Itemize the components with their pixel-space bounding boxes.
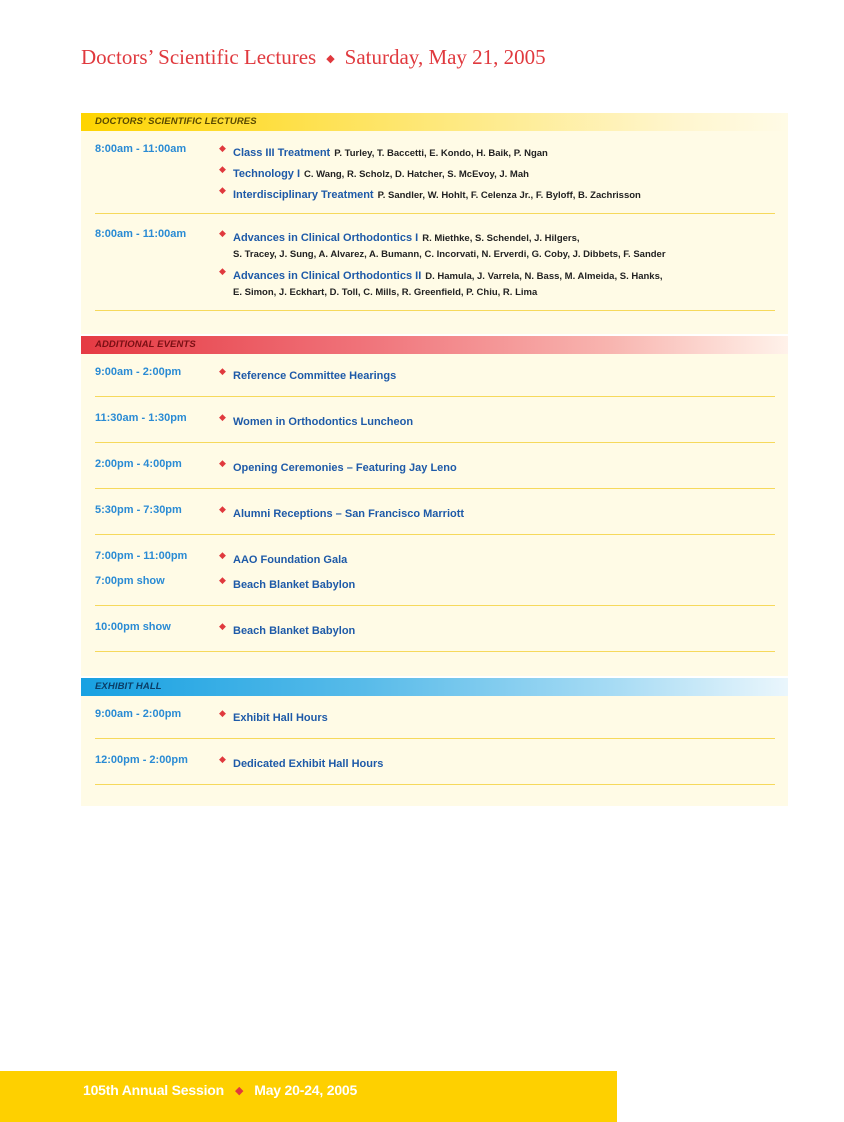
schedule-row — [95, 606, 775, 652]
event-item — [219, 708, 775, 726]
footer-bar — [0, 1071, 617, 1122]
diamond-icon: ◆ — [219, 458, 226, 468]
event-title: Reference Committee Hearings — [233, 370, 397, 382]
lecture-title: Class III Treatment — [233, 147, 331, 159]
schedule-row — [95, 214, 775, 311]
schedule-row — [95, 131, 775, 214]
diamond-icon: ◆ — [219, 228, 226, 238]
lecture-item — [219, 228, 775, 260]
time-label: 7:00pm - 11:00pm — [95, 550, 188, 562]
lecture-title: Technology I — [233, 168, 301, 180]
diamond-icon: ◆ — [219, 366, 226, 376]
lecture-presenters-continued: E. Simon, J. Eckhart, D. Toll, C. Mills, R. Greenfield, P. Chiu, R. Lima — [233, 287, 538, 298]
footer-text — [83, 1082, 357, 1098]
diamond-icon: ◆ — [219, 266, 226, 276]
event-title: Opening Ceremonies – Featuring Jay Leno — [233, 462, 457, 474]
event-item — [219, 550, 775, 568]
page-title-text: Doctors’ Scientific Lectures — [81, 45, 317, 69]
time-label: 9:00am - 2:00pm — [95, 366, 182, 378]
event-title: Beach Blanket Babylon — [233, 579, 356, 591]
schedule-row — [95, 739, 775, 785]
event-item — [219, 412, 775, 430]
diamond-icon: ◆ — [219, 143, 226, 153]
diamond-icon: ◆ — [326, 53, 335, 65]
page-title — [81, 45, 546, 70]
time-label: 9:00am - 2:00pm — [95, 708, 182, 720]
diamond-icon: ◆ — [219, 185, 226, 195]
schedule-row — [95, 354, 775, 397]
footer-dates: May 20-24, 2005 — [254, 1082, 358, 1098]
page-date: Saturday, May 21, 2005 — [344, 45, 546, 69]
event-item — [219, 366, 775, 384]
lecture-presenters: P. Turley, T. Baccetti, E. Kondo, H. Baik, P. Ngan — [334, 148, 548, 159]
lecture-title: Advances in Clinical Orthodontics II — [233, 270, 422, 282]
diamond-icon: ◆ — [219, 754, 226, 764]
time-label: 7:00pm show — [95, 575, 165, 587]
event-item — [219, 754, 775, 772]
diamond-icon: ◆ — [219, 164, 226, 174]
schedule-row — [95, 443, 775, 489]
section-additional-events — [81, 336, 788, 676]
diamond-icon: ◆ — [219, 575, 226, 585]
event-title: AAO Foundation Gala — [233, 554, 348, 566]
event-title: Women in Orthodontics Luncheon — [233, 416, 414, 428]
section-band: ADDITIONAL EVENTS — [81, 336, 788, 354]
schedule-row — [95, 397, 775, 443]
lecture-title: Interdisciplinary Treatment — [233, 189, 374, 201]
time-label: 2:00pm - 4:00pm — [95, 458, 182, 470]
time-label: 8:00am - 11:00am — [95, 143, 187, 155]
diamond-icon: ◆ — [219, 412, 226, 422]
event-title: Alumni Receptions – San Francisco Marriott — [233, 508, 465, 520]
section-exhibit-hall — [81, 678, 788, 806]
time-label: 5:30pm - 7:30pm — [95, 504, 182, 516]
lecture-presenters: D. Hamula, J. Varrela, N. Bass, M. Almeida, S. Hanks, — [425, 271, 663, 282]
diamond-icon: ◆ — [219, 621, 226, 631]
lecture-presenters: P. Sandler, W. Hohlt, F. Celenza Jr., F. Byloff, B. Zachrisson — [377, 190, 641, 201]
lecture-item — [219, 143, 775, 161]
schedule-row — [95, 489, 775, 535]
lecture-presenters: R. Miethke, S. Schendel, J. Hilgers, — [422, 233, 580, 244]
event-item — [219, 621, 775, 639]
section-band: EXHIBIT HALL — [81, 678, 788, 696]
section-band: DOCTORS’ SCIENTIFIC LECTURES — [81, 113, 788, 131]
time-label: 12:00pm - 2:00pm — [95, 754, 188, 766]
event-item — [219, 575, 775, 593]
event-item — [219, 504, 775, 522]
lecture-presenters: C. Wang, R. Scholz, D. Hatcher, S. McEvoy, J. Mah — [304, 169, 529, 180]
schedule-row — [95, 696, 775, 739]
diamond-icon: ◆ — [219, 550, 226, 560]
diamond-icon: ◆ — [219, 504, 226, 514]
event-title: Dedicated Exhibit Hall Hours — [233, 758, 384, 770]
lecture-item — [219, 185, 775, 203]
event-title: Beach Blanket Babylon — [233, 625, 356, 637]
footer-session: 105th Annual Session — [83, 1082, 224, 1098]
time-label: 11:30am - 1:30pm — [95, 412, 187, 424]
section-doctors-lectures — [81, 113, 788, 334]
time-label: 8:00am - 11:00am — [95, 228, 187, 240]
time-label: 10:00pm show — [95, 621, 171, 633]
lecture-presenters-continued: S. Tracey, J. Sung, A. Alvarez, A. Bumann, C. Incorvati, N. Erverdi, G. Coby, J. Dibbets, F. Sander — [233, 249, 666, 260]
lecture-item — [219, 266, 775, 298]
event-item — [219, 458, 775, 476]
schedule-row — [95, 535, 775, 606]
diamond-icon: ◆ — [219, 708, 226, 718]
lecture-title: Advances in Clinical Orthodontics I — [233, 232, 419, 244]
event-title: Exhibit Hall Hours — [233, 712, 328, 724]
lecture-item — [219, 164, 775, 182]
diamond-icon: ◆ — [234, 1085, 244, 1097]
